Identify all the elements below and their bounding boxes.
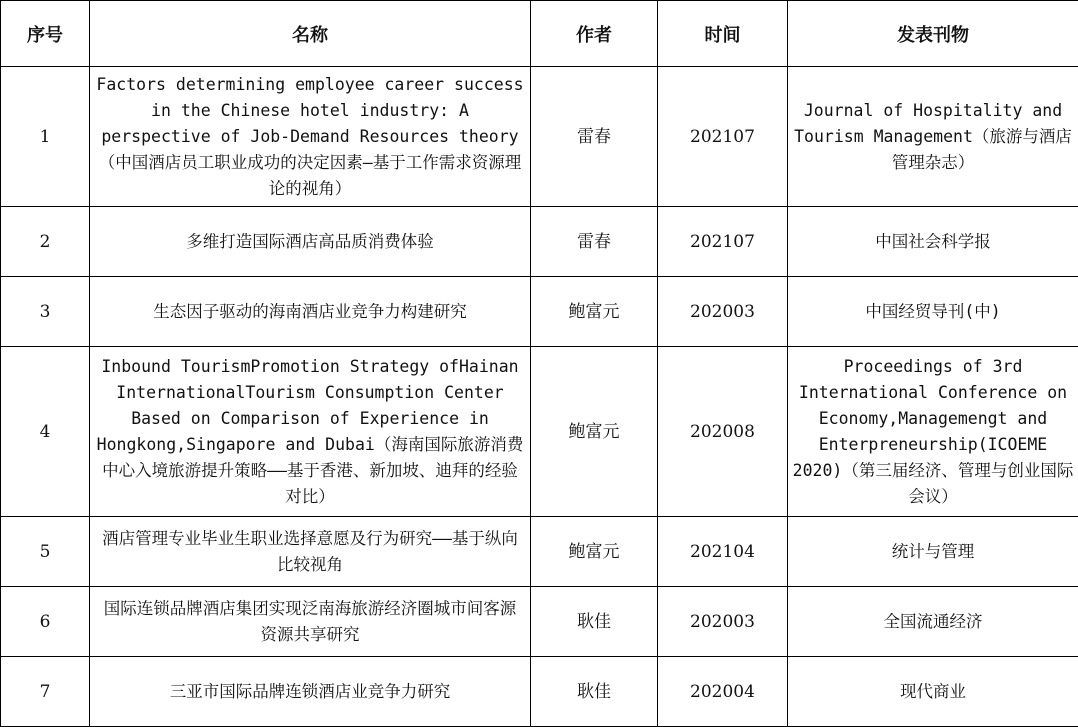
table-row [1, 277, 1078, 347]
table-row [1, 517, 1078, 587]
row-title: 生态因子驱动的海南酒店业竞争力构建研究 [90, 277, 531, 347]
row-index: 3 [1, 277, 90, 347]
header-title: 名称 [90, 1, 531, 67]
table-row [1, 67, 1078, 207]
header-journal: 发表刊物 [788, 1, 1078, 67]
row-index: 2 [1, 207, 90, 277]
row-author: 鲍富元 [531, 517, 658, 587]
table-row [1, 657, 1078, 727]
row-title: 三亚市国际品牌连锁酒店业竞争力研究 [90, 657, 531, 727]
header-author: 作者 [531, 1, 658, 67]
table-row [1, 347, 1078, 517]
table-header-row [1, 1, 1078, 67]
table-row [1, 587, 1078, 657]
row-journal: Journal of Hospitality and Tourism Management（旅游与酒店管理杂志） [788, 67, 1078, 207]
row-date: 202107 [658, 207, 788, 277]
row-index: 7 [1, 657, 90, 727]
row-date: 202004 [658, 657, 788, 727]
header-index: 序号 [1, 1, 90, 67]
row-index: 4 [1, 347, 90, 517]
table-row [1, 207, 1078, 277]
row-index: 5 [1, 517, 90, 587]
row-title: 酒店管理专业毕业生职业选择意愿及行为研究——基于纵向比较视角 [90, 517, 531, 587]
row-author: 耿佳 [531, 657, 658, 727]
row-journal: 中国经贸导刊(中) [788, 277, 1078, 347]
row-index: 1 [1, 67, 90, 207]
row-journal: Proceedings of 3rd International Conference on Economy,Managemengt and Enterpreneurship(ICOEME 2020)（第三届经济、管理与创业国际会议） [788, 347, 1078, 517]
row-journal: 全国流通经济 [788, 587, 1078, 657]
row-journal: 统计与管理 [788, 517, 1078, 587]
row-date: 202107 [658, 67, 788, 207]
row-title: 国际连锁品牌酒店集团实现泛南海旅游经济圈城市间客源资源共享研究 [90, 587, 531, 657]
row-title: 多维打造国际酒店高品质消费体验 [90, 207, 531, 277]
row-author: 鲍富元 [531, 347, 658, 517]
row-date: 202003 [658, 277, 788, 347]
row-date: 202008 [658, 347, 788, 517]
row-index: 6 [1, 587, 90, 657]
row-date: 202104 [658, 517, 788, 587]
row-author: 耿佳 [531, 587, 658, 657]
row-date: 202003 [658, 587, 788, 657]
row-title: Inbound TourismPromotion Strategy ofHainan InternationalTourism Consumption Center Based on Comparison of Experience in Hongkong,Singapore and Dubai（海南国际旅游消费中心入境旅游提升策略——基于香港、新加坡、迪拜的经验对比） [90, 347, 531, 517]
row-title: Factors determining employee career success in the Chinese hotel industry: A perspective of Job-Demand Resources theory（中国酒店员工职业成功的决定因素—基于工作需求资源理论的视角） [90, 67, 531, 207]
row-journal: 现代商业 [788, 657, 1078, 727]
row-author: 鲍富元 [531, 277, 658, 347]
row-author: 雷春 [531, 207, 658, 277]
row-author: 雷春 [531, 67, 658, 207]
row-journal: 中国社会科学报 [788, 207, 1078, 277]
header-date: 时间 [658, 1, 788, 67]
